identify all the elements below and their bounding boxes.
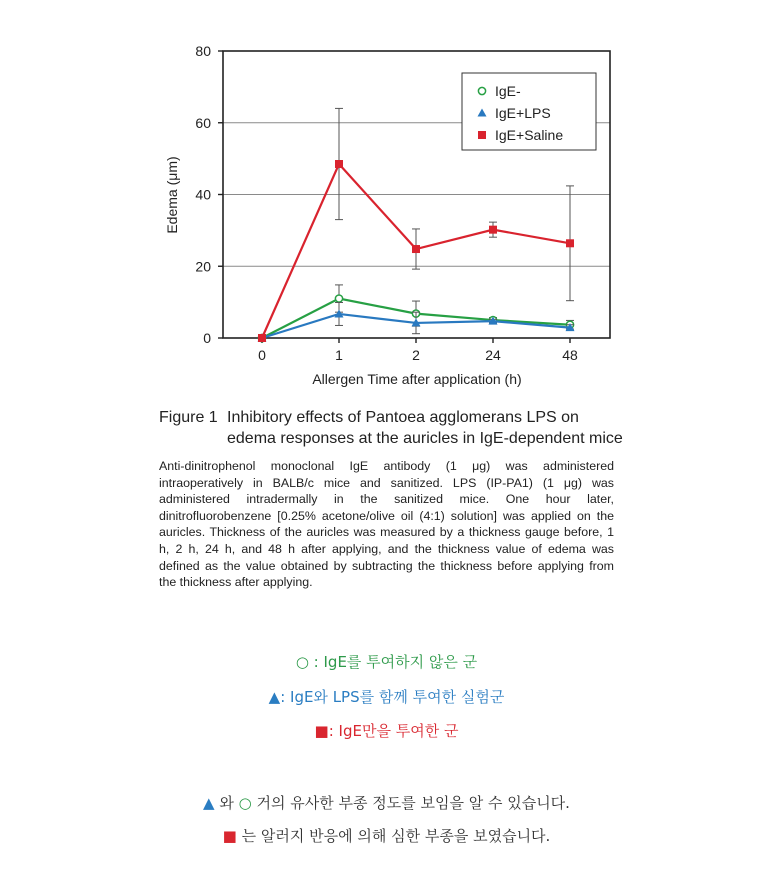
legend-label: IgE+LPS — [495, 105, 551, 121]
circle-icon: ○ — [238, 794, 252, 812]
note-text-1: 거의 유사한 부종 정도를 보임을 알 수 있습니다. — [251, 794, 570, 812]
caption-title-line2: edema responses at the auricles in IgE-dependent mice — [227, 430, 623, 447]
square-icon: ■ — [222, 827, 237, 845]
x-tick-label: 24 — [485, 347, 501, 363]
figure-caption-body: Anti-dinitrophenol monoclonal IgE antibody (1 μg) was administered intraoperatively in BALB/c mice and sanitized. LPS (IP-PA1) (1 μg) was administered intradermally in the sanitized mice. One hour later, dinitrofluorobenzene [0.25% acetone/olive oil (4:1) solution] was applied on the auricles. Thickness of the auricles was measured by a thickness gauge before, 1 h, 2 h, 24 h, and 48 h after applying, and the thickness value of edema was defined as the value obtained by subtracting the thickness before applying from the thickness after applying. — [159, 459, 614, 590]
y-tick-label: 0 — [203, 330, 211, 346]
y-tick-label: 40 — [195, 186, 211, 203]
y-tick-label: 20 — [195, 258, 211, 275]
chart-legend — [462, 73, 596, 150]
figure-caption-title — [159, 407, 629, 449]
figure-number: Figure 1 — [159, 409, 218, 426]
caption-title-line1: Inhibitory effects of Pantoea agglomerans LPS on — [227, 409, 579, 426]
note-text-2: 는 알러지 반응에 의해 심한 부종을 보였습니다. — [236, 827, 551, 845]
korean-legend-green: ○ : IgE를 투여하지 않은 군 — [295, 653, 478, 671]
data-point — [335, 295, 342, 302]
y-axis-label: Edema (μm) — [164, 156, 180, 234]
x-tick-label: 48 — [562, 347, 578, 363]
data-point — [258, 334, 266, 342]
data-point — [489, 226, 497, 234]
y-tick-label: 60 — [195, 114, 211, 131]
note-severe-edema — [0, 825, 773, 846]
x-tick-label: 0 — [258, 347, 266, 363]
note-conjunction: 와 — [214, 794, 239, 812]
y-tick-label: 80 — [195, 43, 211, 59]
edema-line-chart — [0, 0, 773, 400]
x-tick-label: 2 — [412, 347, 420, 363]
data-point — [335, 160, 343, 168]
data-point — [412, 245, 420, 253]
data-point — [566, 239, 574, 247]
x-axis-label: Allergen Time after application (h) — [312, 371, 522, 387]
korean-legend-blue: ▲: IgE와 LPS를 함께 투여한 실험군 — [268, 688, 505, 706]
legend-marker — [478, 131, 486, 139]
legend-label: IgE- — [495, 83, 521, 99]
legend-marker — [478, 87, 485, 94]
x-tick-label: 1 — [335, 347, 343, 363]
triangle-icon: ▲ — [203, 794, 215, 812]
note-similar-edema — [0, 792, 773, 813]
korean-legend-red: ■: IgE만을 투여한 군 — [314, 722, 459, 740]
legend-label: IgE+Saline — [495, 127, 564, 143]
